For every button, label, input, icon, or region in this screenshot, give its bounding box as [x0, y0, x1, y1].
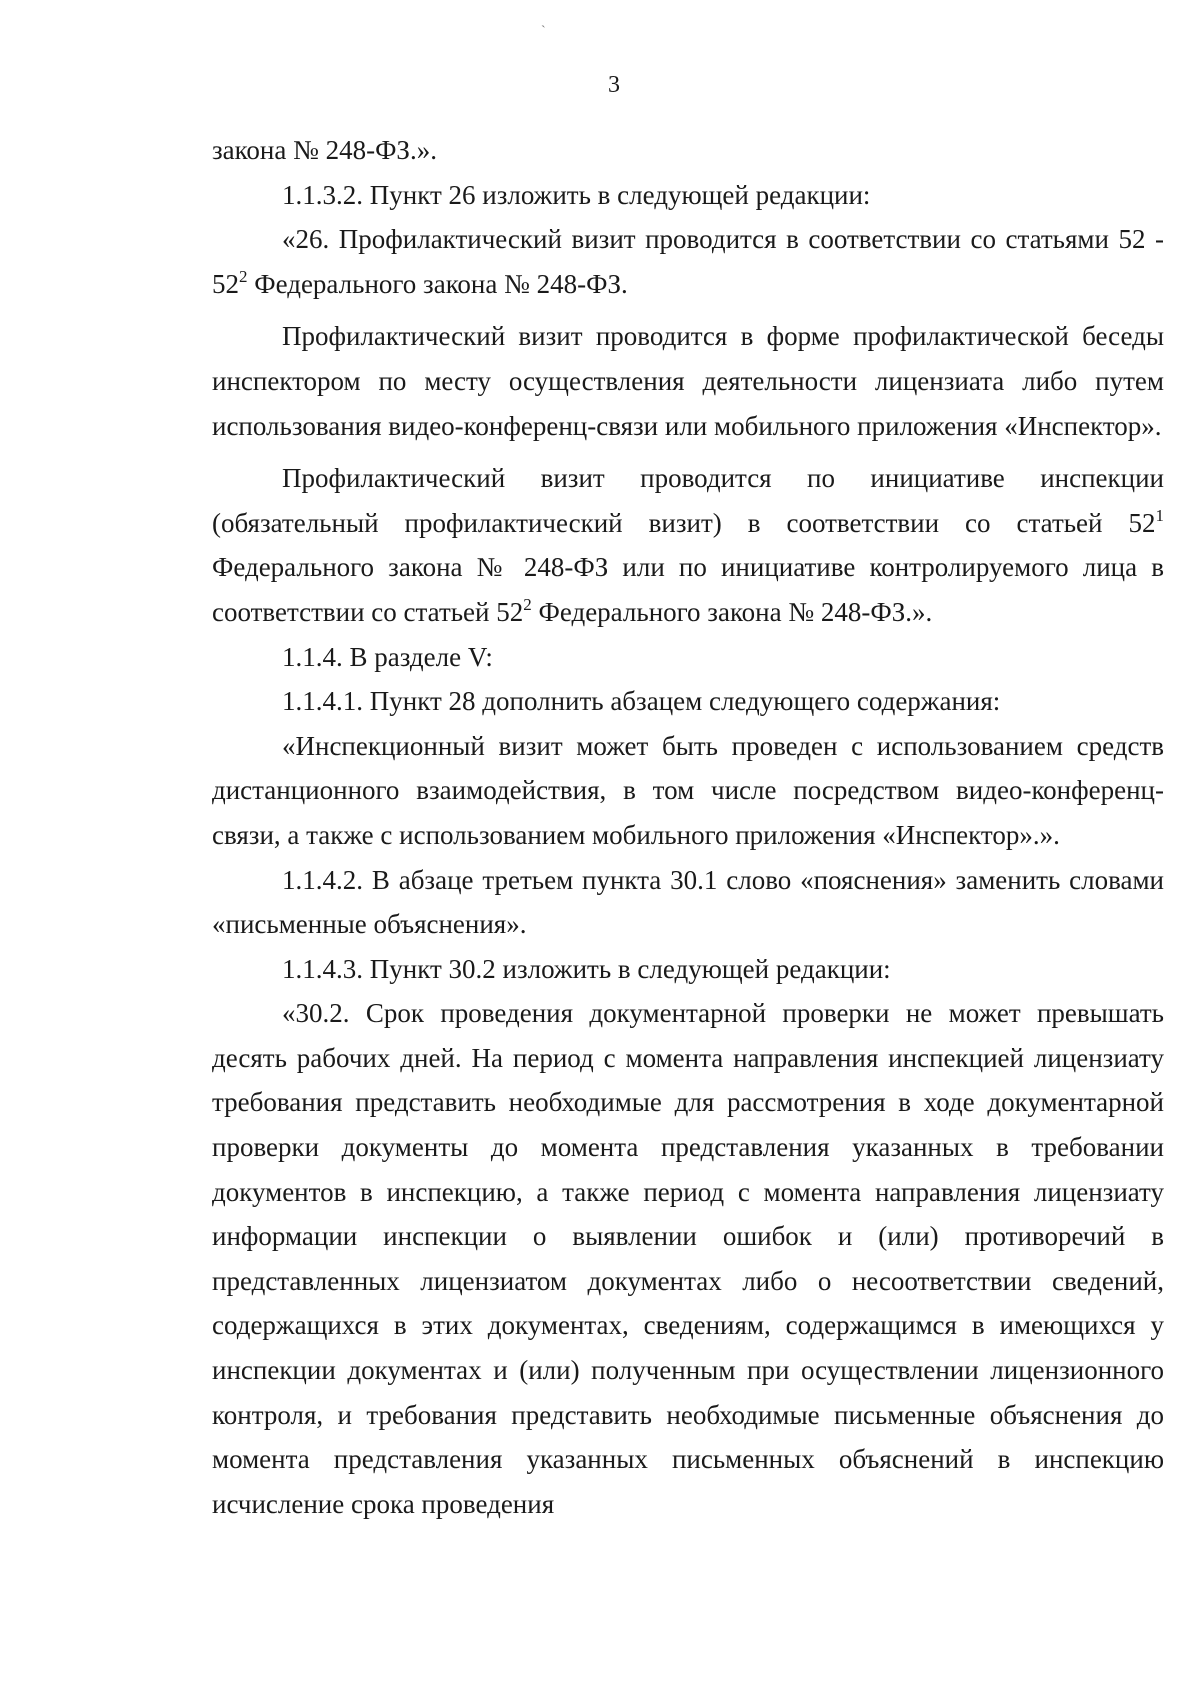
paragraph-point-26 — [212, 217, 1164, 306]
scan-mark: ˋ — [541, 24, 546, 39]
text-segment: Федерального закона № 248-ФЗ.». — [531, 596, 933, 627]
paragraph-1-1-3-2: 1.1.3.2. Пункт 26 изложить в следующей редакции: — [282, 179, 871, 210]
page-number: 3 — [608, 72, 620, 98]
superscript: 1 — [1155, 505, 1164, 525]
text-segment: Федерального закона № 248-ФЗ или по инициативе контролируемого лица в соответствии со статьей 52 — [212, 552, 1164, 627]
paragraph-visit-initiative — [212, 456, 1164, 634]
paragraph-inspection-visit: «Инспекционный визит может быть проведен с использованием средств дистанционного взаимодействия, в том числе посредством видео-конференц-связи, а также с использованием мобильного приложения «Инспектор».». — [212, 730, 1164, 850]
paragraph-visit-form: Профилактический визит проводится в форме профилактической беседы инспектором по месту осуществления деятельности лицензиата либо путем использования видео-конференц-связи или мобильного приложения «Инспектор». — [212, 321, 1164, 441]
superscript: 2 — [523, 594, 532, 614]
paragraph-1-1-4-1: 1.1.4.1. Пункт 28 дополнить абзацем следующего содержания: — [282, 686, 1001, 717]
text-segment: «26. Профилактический визит проводится в соответствии со статьями 52 - 52 — [212, 224, 1164, 299]
paragraph-1-1-4: 1.1.4. В разделе V: — [282, 641, 493, 672]
paragraph-point-30-2: «30.2. Срок проведения документарной проверки не может превышать десять рабочих дней. На период с момента направления инспекцией лицензиату требования представить необходимые для рассмотрения в ходе документарной проверки документы до момента представления указанных в требовании документов в инспекцию, а также период с момента направления лицензиату информации инспекции о выявлении ошибок и (или) противоречий в представленных лицензиатом документах либо о несоответствии сведений, содержащихся в этих документах, сведениям, содержащимся в имеющихся у инспекции документах и (или) полученным при осуществлении лицензионного контроля, и требования представить необходимые письменные объяснения до момента представления указанных письменных объяснений в инспекцию исчисление срока проведения — [212, 998, 1164, 1519]
superscript: 2 — [239, 266, 248, 286]
document-body — [212, 128, 1164, 1526]
paragraph-law-reference: закона № 248-ФЗ.». — [212, 135, 437, 165]
text-segment: Профилактический визит проводится по инициативе инспекции (обязательный профилактический визит) в соответствии со статьей 52 — [212, 463, 1164, 538]
text-segment: Федерального закона № 248-ФЗ. — [247, 268, 628, 299]
paragraph-1-1-4-3: 1.1.4.3. Пункт 30.2 изложить в следующей редакции: — [282, 953, 891, 984]
paragraph-1-1-4-2: 1.1.4.2. В абзаце третьем пункта 30.1 слово «пояснения» заменить словами «письменные объяснения». — [212, 864, 1164, 940]
